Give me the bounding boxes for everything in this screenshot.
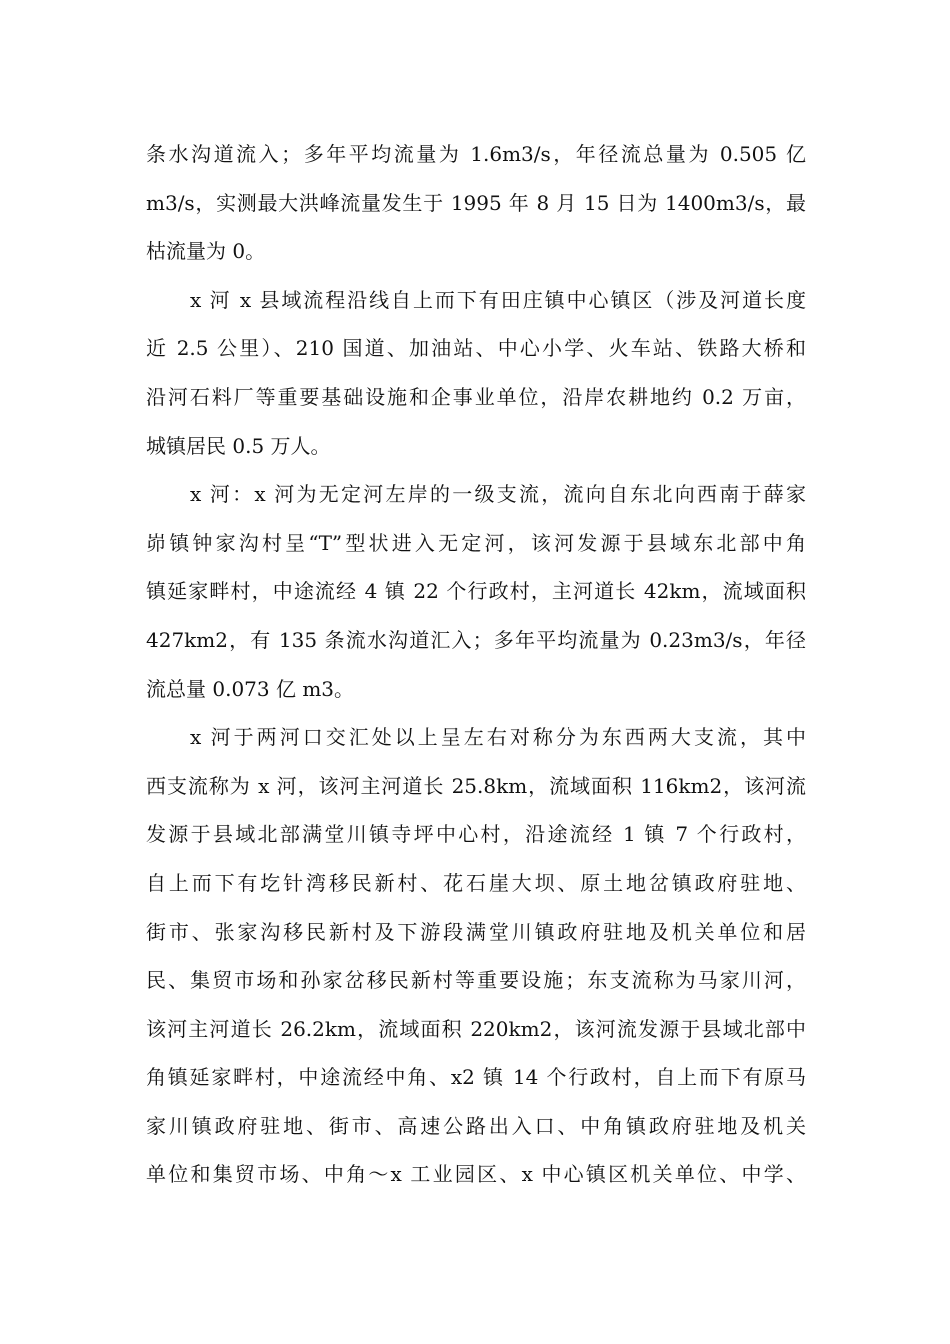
text-line: 427km2，有 135 条流水沟道汇入；多年平均流量为 0.23m3/s，年径 bbox=[146, 627, 806, 652]
text-line: 民、集贸市场和孙家岔移民新村等重要设施；东支流称为马家川河， bbox=[146, 968, 806, 993]
text-line: 城镇居民 0.5 万人。 bbox=[146, 433, 331, 458]
text-line: 近 2.5 公里）、210 国道、加油站、中心小学、火车站、铁路大桥和 bbox=[146, 336, 806, 361]
text-line: 沿河石料厂等重要基础设施和企事业单位，沿岸农耕地约 0.2 万亩， bbox=[146, 384, 806, 409]
text-line: 枯流量为 0。 bbox=[146, 239, 266, 264]
text-line: 流总量 0.073 亿 m3。 bbox=[146, 676, 355, 701]
text-line: 条水沟道流入；多年平均流量为 1.6m3/s，年径流总量为 0.505 亿 bbox=[146, 142, 806, 166]
paragraph-2 bbox=[146, 276, 806, 470]
document-body bbox=[146, 130, 806, 1199]
paragraph-3 bbox=[146, 470, 806, 713]
text-line: 镇延家畔村，中途流经 4 镇 22 个行政村，主河道长 42km，流域面积 bbox=[146, 579, 806, 604]
text-line: 发源于县域北部满堂川镇寺坪中心村，沿途流经 1 镇 7 个行政村， bbox=[146, 822, 806, 847]
text-line: 该河主河道长 26.2km，流域面积 220km2，该河流发源于县域北部中 bbox=[146, 1016, 806, 1041]
text-line: 西支流称为 x 河，该河主河道长 25.8km，流域面积 116km2，该河流 bbox=[146, 773, 806, 798]
text-line: 单位和集贸市场、中角～x 工业园区、x 中心镇区机关单位、中学、 bbox=[146, 1162, 806, 1187]
paragraph-4 bbox=[146, 713, 806, 1199]
text-line: m3/s，实测最大洪峰流量发生于 1995 年 8 月 15 日为 1400m3/s，最 bbox=[146, 190, 806, 215]
paragraph-1 bbox=[146, 130, 806, 276]
text-line: 家川镇政府驻地、街市、高速公路出入口、中角镇政府驻地及机关 bbox=[146, 1113, 806, 1138]
text-line: 峁镇钟家沟村呈“T”型状进入无定河，该河发源于县域东北部中角 bbox=[146, 530, 806, 555]
text-line: 街市、张家沟移民新村及下游段满堂川镇政府驻地及机关单位和居 bbox=[146, 919, 806, 944]
text-line: x 河 x 县域流程沿线自上而下有田庄镇中心镇区（涉及河道长度 bbox=[190, 287, 806, 312]
text-line: 自上而下有圪针湾移民新村、花石崖大坝、原土地岔镇政府驻地、 bbox=[146, 870, 806, 895]
text-line: x 河：x 河为无定河左岸的一级支流，流向自东北向西南于薛家 bbox=[190, 482, 806, 507]
text-line: 角镇延家畔村，中途流经中角、x2 镇 14 个行政村，自上而下有原马 bbox=[146, 1065, 806, 1090]
text-line: x 河于两河口交汇处以上呈左右对称分为东西两大支流，其中 bbox=[190, 725, 806, 750]
